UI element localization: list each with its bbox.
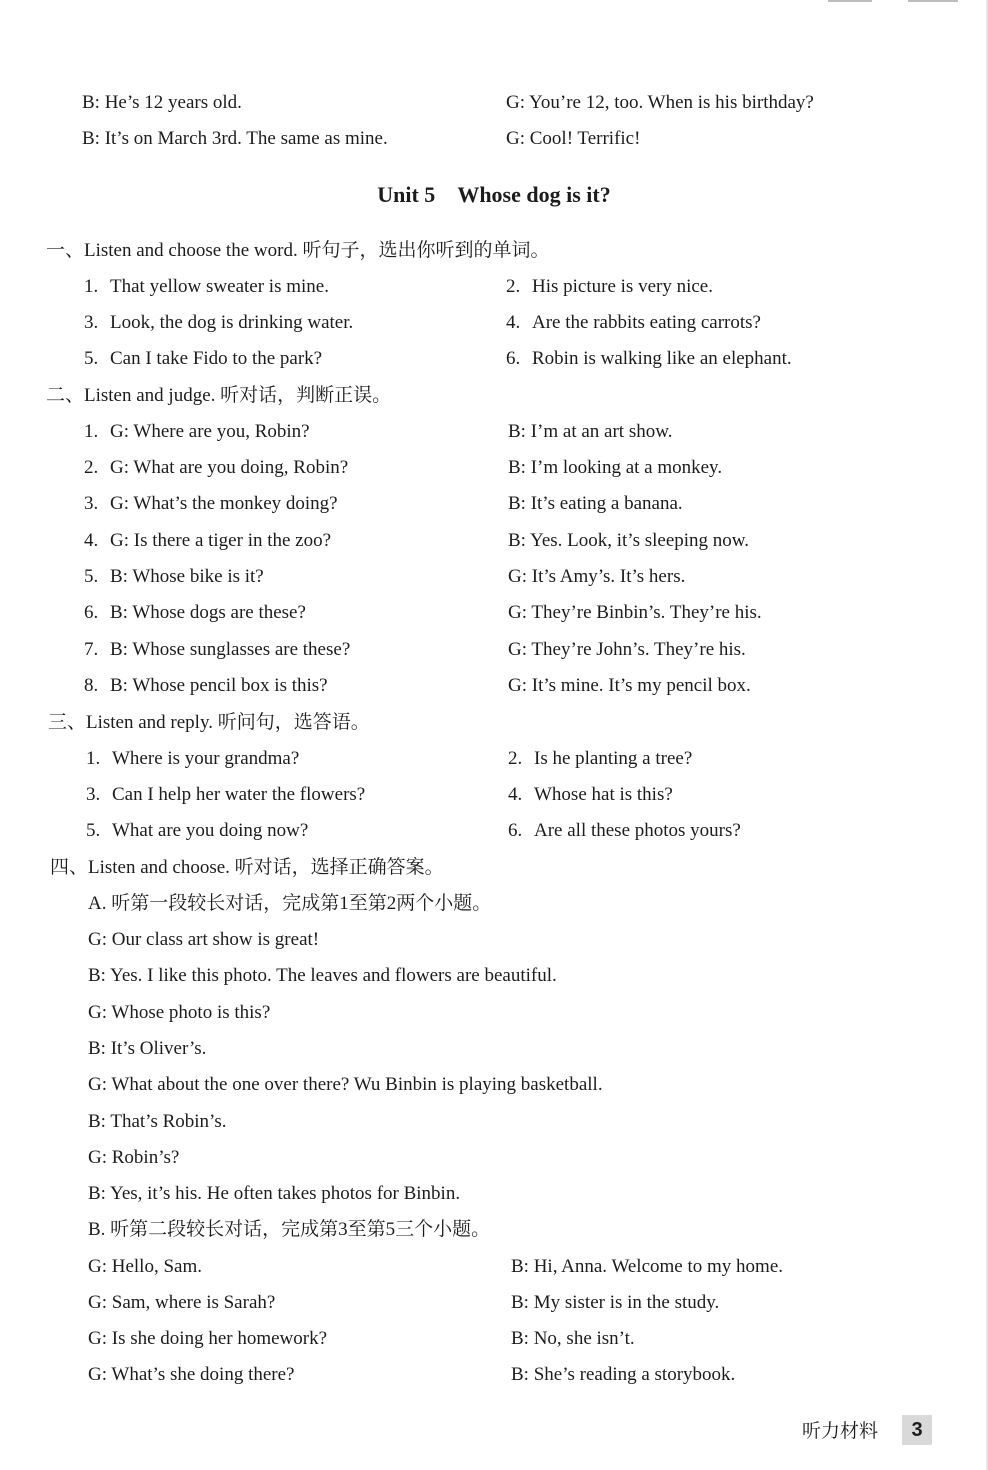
section-2-heading: 二、Listen and judge. 听对话，判断正误。: [46, 385, 392, 406]
question-item: 2. His picture is very nice.: [506, 276, 713, 297]
dialogue-row: [0, 1326, 988, 1352]
part-label: [0, 891, 988, 917]
dialogue-line: G: Robin’s?: [88, 1147, 180, 1168]
dialogue-row: [0, 1181, 988, 1207]
question-item: 3. G: What’s the monkey doing?: [84, 493, 338, 514]
dialogue-line: B: That’s Robin’s.: [88, 1111, 227, 1132]
dialogue-row: [0, 1145, 988, 1171]
dialogue-row: [0, 455, 988, 481]
answer-line: B: Yes. Look, it’s sleeping now.: [508, 530, 750, 551]
dialogue-row: [0, 1036, 988, 1062]
section-4-heading: 四、Listen and choose. 听对话，选择正确答案。: [50, 857, 444, 878]
top-rule: [828, 0, 872, 2]
answer-line: G: It’s Amy’s. It’s hers.: [508, 566, 686, 587]
question-item: 3. Can I help her water the flowers?: [86, 784, 366, 805]
dialogue-row: [0, 1362, 988, 1388]
question-item: 1. G: Where are you, Robin?: [84, 421, 310, 442]
question-item: 4. G: Is there a tiger in the zoo?: [84, 530, 332, 551]
page-number: 3: [902, 1415, 932, 1445]
question-item: 6. B: Whose dogs are these?: [84, 602, 306, 623]
section-heading: [0, 855, 988, 881]
footer-label: 听力材料: [802, 1420, 879, 1442]
dialogue-line: B: My sister is in the study.: [511, 1292, 720, 1313]
dialogue-row: [0, 528, 988, 554]
question-row: [0, 746, 988, 772]
question-item: 3. Look, the dog is drinking water.: [84, 312, 354, 333]
answer-line: G: It’s mine. It’s my pencil box.: [508, 675, 751, 696]
dialogue-line: G: Hello, Sam.: [88, 1256, 202, 1277]
dialogue-row: [0, 1290, 988, 1316]
dialogue-line: B: It’s on March 3rd. The same as mine.: [82, 128, 388, 149]
question-row: [0, 346, 988, 372]
question-item: 1. That yellow sweater is mine.: [84, 276, 329, 297]
dialogue-line: B: He’s 12 years old.: [82, 92, 242, 113]
dialogue-row: [0, 491, 988, 517]
question-item: 7. B: Whose sunglasses are these?: [84, 639, 351, 660]
dialogue-line: G: What’s she doing there?: [88, 1364, 295, 1385]
question-item: 5. Can I take Fido to the park?: [84, 348, 323, 369]
dialogue-row: [0, 1254, 988, 1280]
dialogue-row: [0, 126, 988, 152]
question-item: 1. Where is your grandma?: [86, 748, 300, 769]
dialogue-line: B: Yes, it’s his. He often takes photos for Binbin.: [88, 1183, 461, 1204]
question-item: 2. G: What are you doing, Robin?: [84, 457, 349, 478]
question-item: 8. B: Whose pencil box is this?: [84, 675, 328, 696]
dialogue-line: G: You’re 12, too. When is his birthday?: [506, 92, 814, 113]
dialogue-row: [0, 419, 988, 445]
dialogue-row: [0, 927, 988, 953]
answer-line: B: I’m at an art show.: [508, 421, 673, 442]
question-item: 6. Are all these photos yours?: [508, 820, 741, 841]
section-3-heading: 三、Listen and reply. 听问句，选答语。: [48, 712, 370, 733]
section-heading: [0, 710, 988, 736]
answer-line: B: I’m looking at a monkey.: [508, 457, 723, 478]
question-item: 2. Is he planting a tree?: [508, 748, 693, 769]
answer-line: B: It’s eating a banana.: [508, 493, 683, 514]
dialogue-row: [0, 564, 988, 590]
question-item: 5. What are you doing now?: [86, 820, 309, 841]
question-item: 6. Robin is walking like an elephant.: [506, 348, 792, 369]
section-heading: [0, 383, 988, 409]
section-1-heading: 一、Listen and choose the word. 听句子，选出你听到的单词。: [46, 240, 550, 261]
part-b-label: B. 听第二段较长对话，完成第3至第5三个小题。: [88, 1219, 491, 1240]
dialogue-row: [0, 1000, 988, 1026]
question-item: 4. Are the rabbits eating carrots?: [506, 312, 761, 333]
dialogue-line: B: Hi, Anna. Welcome to my home.: [511, 1256, 784, 1277]
part-a-label: A. 听第一段较长对话，完成第1至第2两个小题。: [88, 893, 492, 914]
unit-title: [0, 180, 988, 210]
dialogue-line: B: Yes. I like this photo. The leaves and flowers are beautiful.: [88, 965, 557, 986]
dialogue-line: B: No, she isn’t.: [511, 1328, 635, 1349]
dialogue-row: [0, 1072, 988, 1098]
dialogue-line: G: Our class art show is great!: [88, 929, 320, 950]
part-label: [0, 1217, 988, 1243]
question-row: [0, 818, 988, 844]
section-heading: [0, 238, 988, 264]
dialogue-row: [0, 673, 988, 699]
question-row: [0, 274, 988, 300]
dialogue-line: G: Cool! Terrific!: [506, 128, 641, 149]
dialogue-row: [0, 1109, 988, 1135]
dialogue-line: G: Sam, where is Sarah?: [88, 1292, 276, 1313]
dialogue-line: B: It’s Oliver’s.: [88, 1038, 207, 1059]
question-row: [0, 782, 988, 808]
dialogue-line: G: Whose photo is this?: [88, 1002, 271, 1023]
unit-name: Whose dog is it?: [457, 182, 611, 207]
dialogue-line: G: What about the one over there? Wu Binbin is playing basketball.: [88, 1074, 603, 1095]
answer-line: G: They’re Binbin’s. They’re his.: [508, 602, 762, 623]
top-rule: [908, 0, 958, 2]
question-item: 5. B: Whose bike is it?: [84, 566, 264, 587]
answer-line: G: They’re John’s. They’re his.: [508, 639, 746, 660]
dialogue-line: B: She’s reading a storybook.: [511, 1364, 736, 1385]
dialogue-row: [0, 600, 988, 626]
dialogue-row: [0, 963, 988, 989]
dialogue-row: [0, 90, 988, 116]
question-item: 4. Whose hat is this?: [508, 784, 673, 805]
question-row: [0, 310, 988, 336]
dialogue-row: [0, 637, 988, 663]
unit-label: Unit 5: [377, 182, 436, 207]
dialogue-line: G: Is she doing her homework?: [88, 1328, 328, 1349]
